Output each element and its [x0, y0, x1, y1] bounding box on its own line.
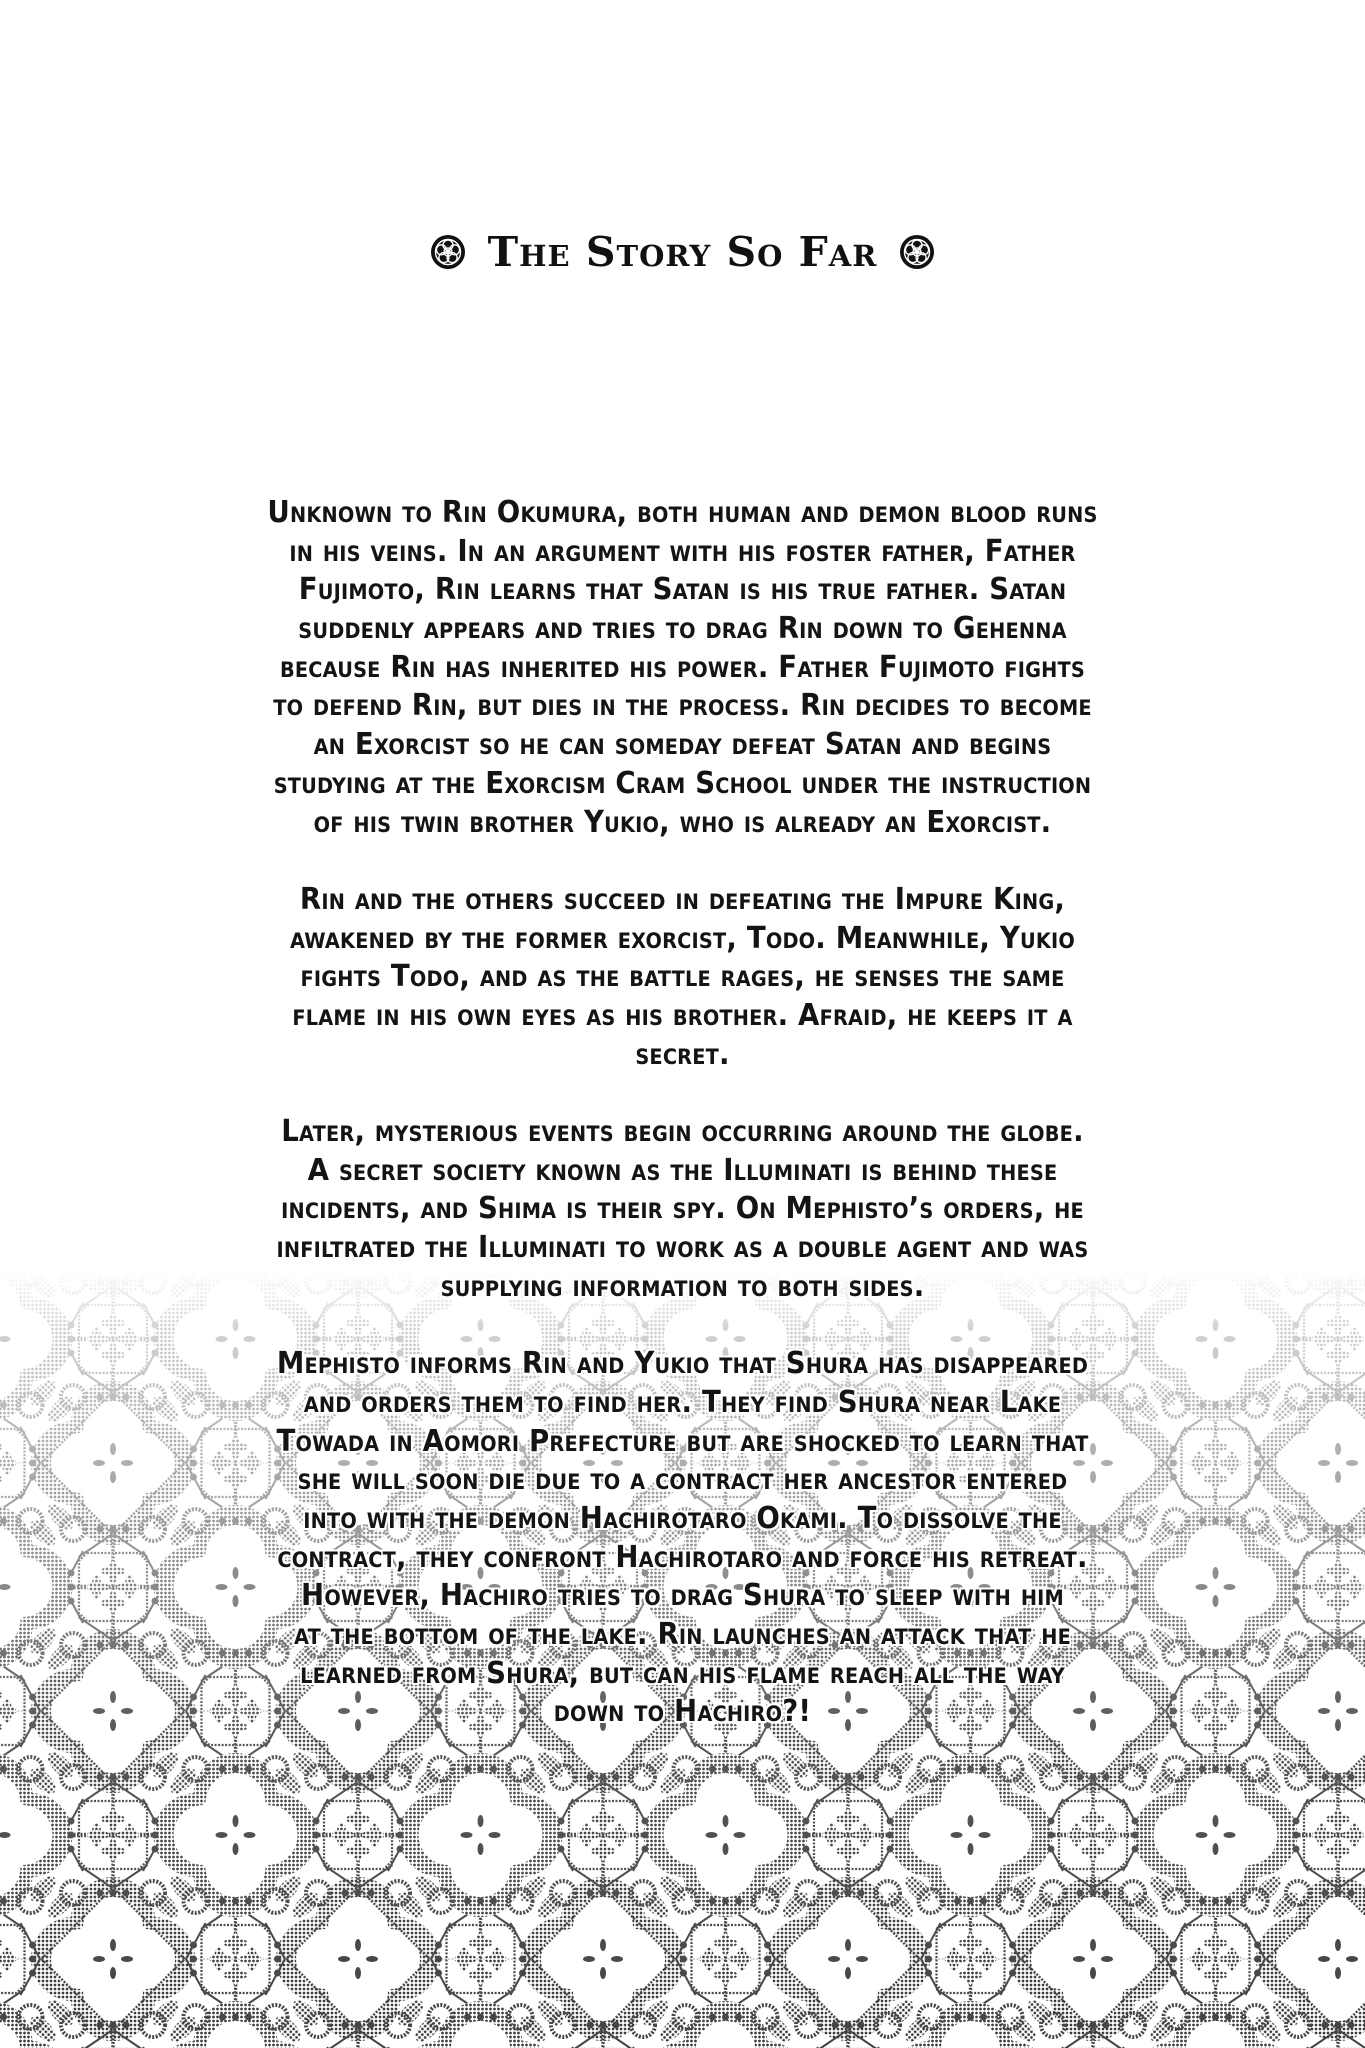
- story-line: at the bottom of the lake. Rin launches an attack that he: [294, 1616, 1071, 1652]
- story-line: supplying information to both sides.: [440, 1268, 925, 1304]
- story-line: Towada in Aomori Prefecture but are shocked to learn that: [276, 1423, 1089, 1459]
- story-paragraph-1: [100, 494, 1265, 842]
- story-line: an Exorcist so he can someday defeat Satan and begins: [313, 727, 1052, 763]
- story-line: suddenly appears and tries to drag Rin down to Gehenna: [298, 611, 1067, 647]
- story-line: Later, mysterious events begin occurring around the globe.: [281, 1114, 1084, 1149]
- story-line: and orders them to find her. They find Shura near Lake: [303, 1384, 1062, 1420]
- story-line: she will soon die due to a contract her ancestor entered: [297, 1462, 1068, 1498]
- story-line: Fujimoto, Rin learns that Satan is his true father. Satan: [298, 572, 1067, 608]
- story-line: in his veins. In an argument with his foster father, Father: [289, 533, 1076, 569]
- story-line: awakened by the former exorcist, Todo. Meanwhile, Yukio: [290, 920, 1075, 956]
- story-summary: [100, 494, 1265, 1771]
- title-row: [0, 226, 1365, 278]
- story-paragraph-2: [100, 881, 1265, 1074]
- story-line: of his twin brother Yukio, who is already an Exorcist.: [313, 804, 1052, 840]
- story-line: However, Hachiro tries to drag Shura to sleep with him: [301, 1578, 1064, 1614]
- story-line: flame in his own eyes as his brother. Afraid, he keeps it a: [292, 997, 1073, 1033]
- rose-crest-icon: [430, 234, 466, 270]
- story-paragraph-4: [100, 1345, 1265, 1732]
- story-line: because Rin has inherited his power. Father Fujimoto fights: [280, 649, 1085, 685]
- story-line: incidents, and Shima is their spy. On Mephisto’s orders, he: [281, 1191, 1084, 1227]
- story-line: into with the demon Hachirotaro Okami. To dissolve the: [303, 1500, 1062, 1536]
- page-title: The Story So Far: [487, 228, 878, 276]
- story-line: contract, they confront Hachirotaro and force his retreat.: [277, 1539, 1088, 1575]
- rose-crest-icon: [899, 234, 935, 270]
- story-line: Rin and the others succeed in defeating the Impure King,: [299, 881, 1066, 917]
- story-line: to defend Rin, but dies in the process. Rin decides to become: [273, 688, 1092, 724]
- story-line: studying at the Exorcism Cram School under the instruction: [273, 765, 1092, 801]
- story-line: Unknown to Rin Okumura, both human and demon blood runs: [267, 495, 1098, 530]
- story-line: A secret society known as the Illuminati is behind these: [307, 1152, 1058, 1188]
- story-line: Mephisto informs Rin and Yukio that Shura has disappeared: [276, 1346, 1089, 1382]
- story-line: fights Todo, and as the battle rages, he senses the same: [300, 959, 1065, 995]
- story-line: secret.: [635, 1036, 730, 1072]
- story-line: infiltrated the Illuminati to work as a double agent and was: [276, 1230, 1089, 1266]
- story-line: learned from Shura, but can his flame reach all the way: [300, 1655, 1065, 1691]
- story-paragraph-3: [100, 1113, 1265, 1306]
- story-line: down to Hachiro?!: [553, 1694, 812, 1730]
